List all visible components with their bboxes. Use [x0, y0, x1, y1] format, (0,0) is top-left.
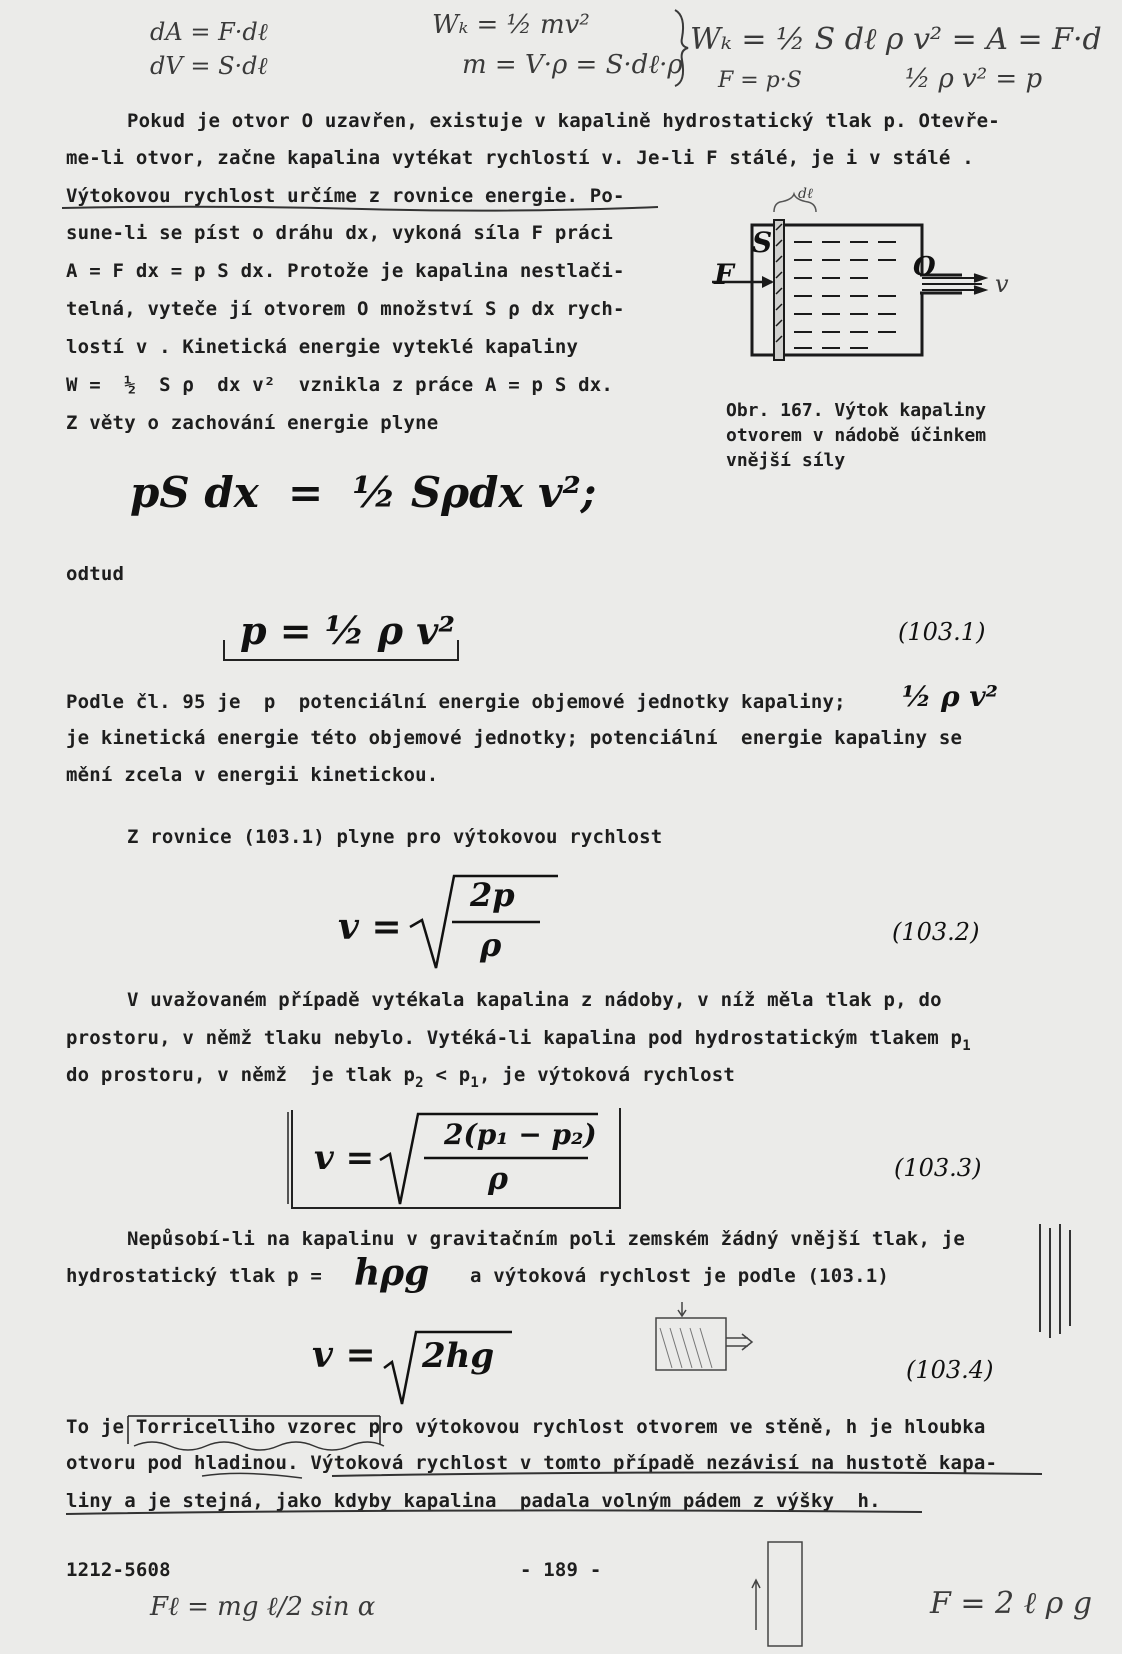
figure-label-f: F	[714, 258, 734, 291]
handwritten-note-pressure: ½ ρ v² = p	[905, 64, 1043, 94]
handwritten-note-force: F = p·S	[718, 68, 802, 93]
equation-103-4-radicand: 2hg	[422, 1336, 495, 1376]
figure-label-o: O	[913, 252, 936, 282]
handwritten-underlines-final	[62, 1458, 1062, 1538]
footer-document-code: 1212-5608	[66, 1559, 171, 1581]
paragraph-1-line-9: Z věty o zachování energie plyne	[66, 412, 439, 434]
equation-103-2-numerator: 2p	[470, 876, 515, 914]
handwritten-note-energy: Wₖ = ½ S dℓ ρ v² = A = F·d	[690, 22, 1102, 57]
footer-page-number: - 189 -	[520, 1559, 602, 1581]
paragraph-4-line-3: do prostoru, v němž je tlak $p_2 < p_1$, je výtoková rychlost	[66, 1064, 736, 1091]
paragraph-6-line-2: otvoru pod hladinou. Výtoková rychlost v tomto případě nezávisí na hustotě kapa-	[66, 1452, 998, 1474]
equation-number-103-1: (103.1)	[898, 618, 986, 646]
handwritten-footer-right: F = 2 ℓ ρ g	[930, 1586, 1093, 1621]
paragraph-4-line-2: prostoru, v němž tlaku nebylo. Vytéká-li kapalina pod hydrostatickým tlakem $p_1$	[66, 1027, 971, 1054]
equation-number-103-4: (103.4)	[906, 1356, 994, 1384]
equation-103-4-lhs: v =	[312, 1334, 376, 1376]
paragraph-5-line-2-end: a výtoková rychlost je podle (103.1)	[470, 1265, 890, 1287]
paragraph-3: Z rovnice (103.1) plyne pro výtokovou rychlost	[127, 826, 663, 848]
equation-103-3-denominator: ρ	[488, 1162, 508, 1197]
word-odtud: odtud	[66, 563, 125, 585]
paragraph-2-line-1: Podle čl. 95 je p potenciální energie objemové jednotky kapaliny;	[66, 691, 846, 713]
equation-number-103-2: (103.2)	[892, 918, 980, 946]
equation-103-3-numerator: 2(p₁ − p₂)	[444, 1118, 597, 1151]
figure-label-dl: dℓ	[798, 186, 813, 202]
figure-container-diagram	[712, 190, 1042, 390]
paragraph-6-line-3: liny a je stejná, jako kdyby kapalina padala volným pádem z výšky h.	[66, 1490, 881, 1512]
handwritten-sketch-rod	[742, 1540, 822, 1650]
paragraph-1-line-7: lostí v . Kinetická energie vyteklé kapaliny	[66, 336, 579, 358]
paragraph-6-line-1: To je Torricelliho vzorec pro výtokovou rychlost otvorem ve stěně, h je hloubka	[66, 1416, 986, 1438]
paragraph-1-line-5: A = F dx = p S dx. Protože je kapalina nestlači-	[66, 260, 625, 282]
margin-strokes	[1036, 1222, 1076, 1342]
paragraph-5-line-1: Nepůsobí-li na kapalinu v gravitačním poli zemském žádný vnější tlak, je	[127, 1228, 966, 1250]
paragraph-1-line-6: telná, vyteče jí otvorem O množství S ρ dx rych-	[66, 298, 625, 320]
handwritten-note-work: dA = F·dℓ	[150, 18, 268, 46]
handwritten-sketch-vessel	[652, 1298, 772, 1388]
figure-label-s: S	[752, 226, 773, 259]
paragraph-2-line-2: je kinetická energie této objemové jednotky; potenciální energie kapaliny se	[66, 727, 963, 749]
handwritten-brace	[672, 8, 692, 88]
handwritten-note-mass: m = V·ρ = S·dℓ·ρ	[462, 50, 683, 80]
paragraph-4-line-1: V uvažovaném případě vytékala kapalina z nádoby, v níž měla tlak p, do	[127, 989, 942, 1011]
handwritten-note-kinetic: Wₖ = ½ mv²	[432, 10, 590, 40]
equation-103-1-bracket	[222, 636, 462, 666]
paragraph-1-line-8: W = ½ S ρ dx v² vznikla z práce A = p S dx.	[66, 374, 614, 396]
paragraph-5-line-2-start: hydrostatický tlak p =	[66, 1265, 323, 1287]
equation-103-2-denominator: ρ	[480, 926, 502, 964]
handwritten-hrhog: hρg	[354, 1252, 430, 1294]
handwritten-kinetic-density: ½ ρ v²	[902, 680, 998, 713]
paragraph-1-line-4: sune-li se píst o dráhu dx, vykoná síla F práci	[66, 222, 614, 244]
equation-103-1: p = ½ ρ v²	[240, 608, 455, 653]
paragraph-1-line-2: me-li otvor, začne kapalina vytékat rychlostí v. Je-li F stálé, je i v stálé .	[66, 147, 974, 169]
handwritten-note-volume: dV = S·dℓ	[150, 52, 268, 80]
figure-caption-line-3: vnější síly	[726, 450, 846, 471]
equation-103-2-lhs: v =	[338, 906, 402, 948]
handwritten-footer-left: Fℓ = mg ℓ/2 sin α	[150, 1592, 376, 1622]
figure-label-v: v	[995, 270, 1009, 298]
figure-caption-line-2: otvorem v nádobě účinkem	[726, 425, 987, 446]
handwritten-underline-1	[62, 203, 662, 213]
figure-caption-line-1: Obr. 167. Výtok kapaliny	[726, 400, 987, 421]
equation-energy-balance: pS dx = ½ Sρdx v²;	[130, 468, 597, 517]
equation-number-103-3: (103.3)	[894, 1154, 982, 1182]
paragraph-1-line-1: Pokud je otvor O uzavřen, existuje v kapalině hydrostatický tlak p. Otevře-	[127, 110, 1000, 132]
paragraph-1-line-3: Výtokovou rychlost určíme z rovnice energie. Po-	[66, 185, 625, 207]
paragraph-2-line-3: mění zcela v energii kinetickou.	[66, 764, 439, 786]
equation-103-3-lhs: v =	[314, 1138, 375, 1178]
